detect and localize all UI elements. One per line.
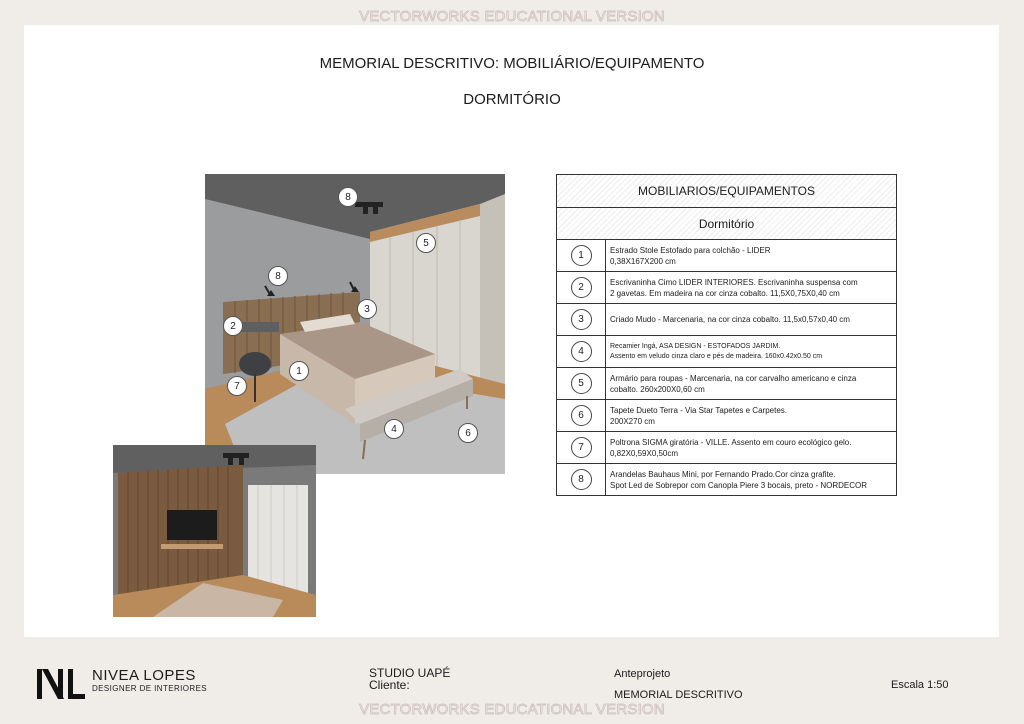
drawing-scale: Escala 1:50	[891, 679, 949, 691]
table-row	[557, 304, 896, 336]
studio-block	[369, 667, 450, 691]
row-description	[606, 240, 775, 271]
row-line2: Assento em veludo cinza claro e pés de madeira. 160x0.42x0.50 cm	[610, 352, 823, 360]
row-line1: Estrado Stole Estofado para colchão - LIDER	[610, 245, 771, 255]
row-description	[606, 432, 855, 463]
row-line2: 0,38X167X200 cm	[610, 256, 676, 266]
designer-name: NIVEA LOPES	[92, 667, 196, 684]
callout-1: 1	[289, 361, 309, 381]
callout-4: 4	[384, 419, 404, 439]
table-row	[557, 368, 896, 400]
callout-8-wall: 8	[268, 266, 288, 286]
row-description	[606, 400, 791, 431]
row-line1: Poltrona SIGMA giratória - VILLE. Assento em couro ecológico gelo.	[610, 437, 852, 447]
callout-7: 7	[227, 376, 247, 396]
table-row	[557, 240, 896, 272]
row-number-cell	[557, 432, 606, 463]
row-number-cell	[557, 240, 606, 271]
row-description	[606, 336, 826, 367]
page-title: MEMORIAL DESCRITIVO: MOBILIÁRIO/EQUIPAMENTO	[319, 55, 705, 72]
callout-3: 3	[357, 299, 377, 319]
row-line2: cobalto. 260x200X0,60 cm	[610, 384, 705, 394]
row-line2: Spot Led de Sobrepor com Canopla Piere 3 bocais, preto - NORDECOR	[610, 480, 868, 490]
row-number-cell	[557, 272, 606, 303]
table-row	[557, 336, 896, 368]
client-label: Cliente:	[369, 678, 410, 692]
row-number-cell	[557, 400, 606, 431]
callout-5: 5	[416, 233, 436, 253]
table-row	[557, 464, 896, 495]
furniture-table	[556, 174, 897, 496]
table-row	[557, 432, 896, 464]
row-line1: Criado Mudo - Marcenaria, na cor cinza cobalto. 11,5x0,57x0,40 cm	[610, 315, 850, 324]
row-line1: Recamier Ingá, ASA DESIGN - ESTOFADOS JARDIM.	[610, 342, 781, 350]
row-number: 6	[571, 405, 592, 426]
row-number: 1	[571, 245, 592, 266]
row-line1: Armário para roupas - Marcenaria, na cor carvalho americano e cinza	[610, 373, 857, 383]
callout-8-ceiling: 8	[338, 187, 358, 207]
row-number: 4	[571, 341, 592, 362]
callout-6: 6	[458, 423, 478, 443]
row-line1: Arandelas Bauhaus Mini, por Fernando Prado.Cor cinza grafite.	[610, 469, 836, 479]
table-subheader: Dormitório	[557, 208, 896, 240]
row-number-cell	[557, 368, 606, 399]
row-number-cell	[557, 464, 606, 495]
row-line1: Tapete Dueto Terra - Via Star Tapetes e Carpetes.	[610, 405, 787, 415]
callout-2: 2	[223, 316, 243, 336]
row-line2: 0,82X0,59X0,50cm	[610, 448, 679, 458]
document-name: MEMORIAL DESCRITIVO	[614, 689, 743, 701]
row-description	[606, 304, 854, 335]
row-number: 2	[571, 277, 592, 298]
table-header: MOBILIARIOS/EQUIPAMENTOS	[557, 175, 896, 208]
row-line2: 2 gavetas. Em madeira na cor cinza cobalto. 11,5X0,75X0,40 cm	[610, 288, 840, 298]
page-subtitle: DORMITÓRIO	[463, 91, 561, 108]
designer-role: DESIGNER DE INTERIORES	[92, 684, 208, 693]
row-number: 5	[571, 373, 592, 394]
row-number-cell	[557, 304, 606, 335]
row-line1: Escrivaninha Cimo LIDER INTERIORES. Escrivaninha suspensa com	[610, 277, 858, 287]
row-description	[606, 464, 871, 495]
table-row	[557, 272, 896, 304]
watermark-top: VECTORWORKS EDUCATIONAL VERSION	[359, 8, 665, 25]
watermark-bottom: VECTORWORKS EDUCATIONAL VERSION	[359, 701, 665, 718]
project-phase: Anteprojeto	[614, 668, 671, 680]
row-description	[606, 368, 860, 399]
row-line2: 200X270 cm	[610, 416, 655, 426]
tv-wall-render	[113, 445, 316, 617]
table-row	[557, 400, 896, 432]
row-number: 7	[571, 437, 592, 458]
row-number-cell	[557, 336, 606, 367]
row-number: 3	[571, 309, 592, 330]
studio-name: STUDIO UAPÉ	[369, 666, 451, 680]
row-description	[606, 272, 862, 303]
row-number: 8	[571, 469, 592, 490]
